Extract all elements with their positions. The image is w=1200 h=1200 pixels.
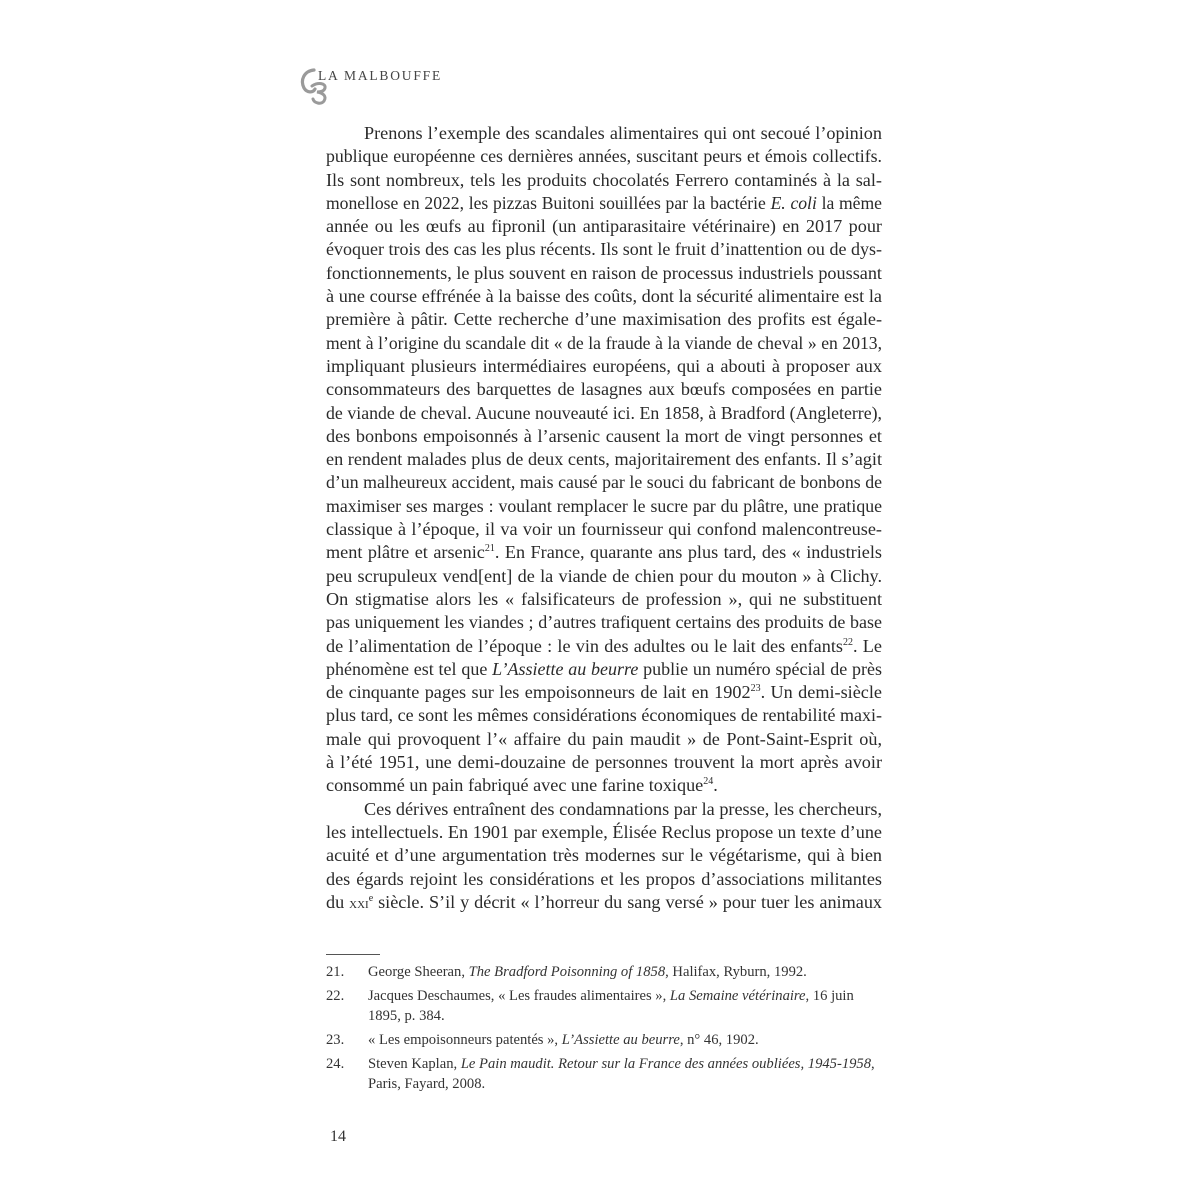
body-line: ment plâtre et arsenic$^{21}$. En France, quarante ans plus tard, des « industriels: [326, 542, 882, 563]
body-line: acuité et d’une argumentation très modernes sur le végétarisme, qui à bien: [326, 845, 882, 866]
body-line: des égards rejoint les considérations et les propos d’associations militantes: [326, 868, 882, 889]
footnote-ref[interactable]: 23: [750, 683, 761, 695]
footnote-ref[interactable]: 21: [484, 543, 495, 555]
footnote: 22. Jacques Deschaumes, « Les fraudes alimentaires », La Semaine vétérinaire, 16 juin 1895, p. 384.: [326, 988, 854, 1024]
body-line: en rendent malades plus de deux cents, majoritairement des enfants. Il s’agit: [326, 449, 882, 470]
footnote: 24. Steven Kaplan, Le Pain maudit. Retour sur la France des années oubliées, 1945-1958, Paris, Fayard, 2008.: [326, 1056, 875, 1092]
body-line: à l’été 1951, une demi-douzaine de personnes trouvent la mort après avoir: [326, 752, 882, 773]
page-number: 14: [330, 1128, 346, 1145]
running-head-title: LA MALBOUFFE: [318, 68, 442, 83]
footnote: 23. « Les empoisonneurs patentés », L’Assiette au beurre, n° 46, 1902.: [326, 1032, 759, 1048]
body-line: publique européenne ces dernières années, suscitant peurs et émois collectifs.: [326, 146, 882, 167]
footnotes: [326, 962, 886, 1098]
body-line: Ces dérives entraînent des condamnations par la presse, les chercheurs,: [364, 798, 882, 819]
body-text: [326, 122, 882, 915]
footnote-number: 21.: [326, 964, 345, 980]
footnote-separator: [326, 954, 380, 955]
body-line: de l’alimentation de l’époque : le vin des adultes ou le lait des enfants$^{22}$. Le: [326, 635, 882, 656]
body-line: monellose en 2022, les pizzas Buitoni souillées par la bactérie E. coli la même: [326, 192, 882, 213]
footnote-ref[interactable]: 22: [842, 636, 853, 648]
body-line: On stigmatise alors les « falsificateurs de profession », qui ne substituent: [326, 588, 882, 609]
body-line: des bonbons empoisonnés à l’arsenic causent la mort de vingt personnes et: [326, 425, 882, 446]
body-line: à une course effrénée à la baisse des coûts, dont la sécurité alimentaire est la: [326, 286, 882, 307]
body-line: maximiser ses marges : voulant remplacer le sucre par du plâtre, une pratique: [326, 495, 882, 516]
body-line: peu scrupuleux vend[ent] de la viande de chien pour du mouton » à Clichy.: [326, 565, 882, 586]
footnote-number: 23.: [326, 1032, 345, 1048]
body-line: consommé un pain fabriqué avec une farine toxique$^{24}$.: [326, 775, 718, 796]
footnote-ref[interactable]: 24: [703, 776, 714, 788]
body-line: les intellectuels. En 1901 par exemple, Élisée Reclus propose un texte d’une: [326, 821, 882, 842]
body-line: consommateurs des barquettes de lasagnes aux bœufs composées en partie: [326, 379, 882, 400]
body-line: Prenons l’exemple des scandales alimentaires qui ont secoué l’opinion: [364, 123, 882, 143]
body-line: plus tard, ce sont les mêmes considérations économiques de rentabilité maxi-: [326, 705, 882, 726]
body-line: pas uniquement les viandes ; d’autres trafiquent certains des produits de base: [326, 612, 882, 633]
body-line: d’un malheureux accident, mais causé par le souci du fabricant de bonbons de: [326, 472, 882, 493]
body-line: évoquer trois des cas les plus récents. Ils sont le fruit d’inattention ou de dys-: [326, 239, 882, 260]
body-line: année ou les œufs au fipronil (un antiparasitaire vétérinaire) en 2017 pour: [326, 216, 882, 237]
body-line: fonctionnements, le plus souvent en raison de processus industriels poussant: [326, 262, 882, 283]
body-line: phénomène est tel que L’Assiette au beurre publie un numéro spécial de près: [326, 658, 882, 679]
body-line: impliquant plusieurs intermédiaires européens, qui a abouti à proposer aux: [326, 355, 882, 376]
body-line: male qui provoquent l’« affaire du pain maudit » de Pont-Saint-Esprit où,: [326, 728, 882, 749]
body-line: de cinquante pages sur les empoisonneurs de lait en 1902$^{23}$. Un demi-siècle: [326, 682, 883, 703]
body-line: ment à l’origine du scandale dit « de la fraude à la viande de cheval » en 2013,: [326, 332, 882, 353]
footnote: 21. George Sheeran, The Bradford Poisonning of 1858, Halifax, Ryburn, 1992.: [326, 964, 807, 980]
body-line: première à pâtir. Cette recherche d’une maximisation des profits est égale-: [326, 309, 882, 330]
body-line: du xxi$^e$ siècle. S’il y décrit « l’horreur du sang versé » pour tuer les animaux: [326, 891, 883, 912]
body-line: Ils sont nombreux, tels les produits chocolatés Ferrero contaminés à la sal-: [326, 169, 882, 190]
footnote-number: 22.: [326, 988, 345, 1004]
body-line: de viande de cheval. Aucune nouveauté ici. En 1858, à Bradford (Angleterre),: [326, 402, 882, 423]
footnote-number: 24.: [326, 1056, 345, 1072]
running-head: [298, 62, 598, 106]
body-line: classique à l’époque, il va voir un fournisseur qui confond malencontreuse-: [326, 519, 882, 540]
